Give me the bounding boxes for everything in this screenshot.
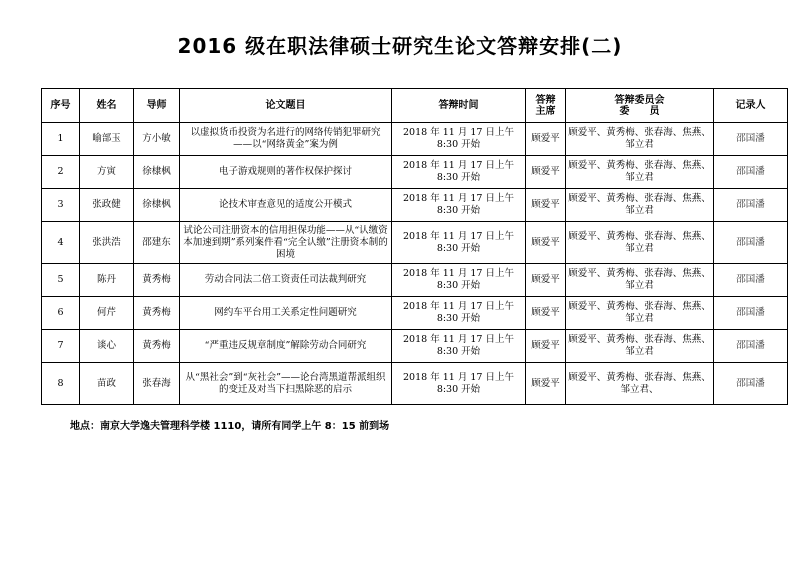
recorder-name: 邵国潘 — [714, 222, 788, 264]
table-row — [42, 189, 788, 222]
advisor-name: 黄秀梅 — [134, 330, 180, 363]
table-row — [42, 330, 788, 363]
defense-time: 2018 年 11 月 17 日上午 8:30 开始 — [392, 363, 526, 405]
row-number: 2 — [42, 156, 80, 189]
header-topic: 论文题目 — [180, 89, 392, 123]
header-advisor: 导师 — [134, 89, 180, 123]
committee-members: 顾爱平、黄秀梅、张春海、焦燕、邹立君 — [566, 123, 714, 156]
advisor-name: 邵建东 — [134, 222, 180, 264]
table-row — [42, 264, 788, 297]
committee-members: 顾爱平、黄秀梅、张春海、焦燕、邹立君 — [566, 297, 714, 330]
advisor-name: 徐棣枫 — [134, 156, 180, 189]
committee-members: 顾爱平、黄秀梅、张春海、焦燕、邹立君 — [566, 222, 714, 264]
defense-chair: 顾爱平 — [526, 264, 566, 297]
defense-time: 2018 年 11 月 17 日上午 8:30 开始 — [392, 156, 526, 189]
student-name: 张洪浩 — [80, 222, 134, 264]
defense-chair: 顾爱平 — [526, 363, 566, 405]
defense-chair: 顾爱平 — [526, 189, 566, 222]
thesis-title: 劳动合同法二倍工资责任司法裁判研究 — [180, 264, 392, 297]
thesis-title: 从“黑社会”到“灰社会”——论台湾黑道帮派组织的变迁及对当下扫黑除恶的启示 — [180, 363, 392, 405]
student-name: 方寅 — [80, 156, 134, 189]
recorder-name: 邵国潘 — [714, 264, 788, 297]
thesis-title: 以虚拟货币投资为名进行的网络传销犯罪研究——以“网络黄金”案为例 — [180, 123, 392, 156]
defense-chair: 顾爱平 — [526, 297, 566, 330]
header-time: 答辩时间 — [392, 89, 526, 123]
defense-time: 2018 年 11 月 17 日上午 8:30 开始 — [392, 297, 526, 330]
student-name: 苗政 — [80, 363, 134, 405]
defense-chair: 顾爱平 — [526, 330, 566, 363]
defense-time: 2018 年 11 月 17 日上午 8:30 开始 — [392, 123, 526, 156]
table-row — [42, 156, 788, 189]
table-header — [42, 89, 788, 123]
thesis-title: 论技术审查意见的适度公开模式 — [180, 189, 392, 222]
recorder-name: 邵国潘 — [714, 189, 788, 222]
header-num: 序号 — [42, 89, 80, 123]
recorder-name: 邵国潘 — [714, 123, 788, 156]
advisor-name: 黄秀梅 — [134, 297, 180, 330]
header-committee: 答辩委员会 委 员 — [566, 89, 714, 123]
committee-members: 顾爱平、黄秀梅、张春海、焦燕、邹立君 — [566, 156, 714, 189]
recorder-name: 邵国潘 — [714, 297, 788, 330]
committee-members: 顾爱平、黄秀梅、张春海、焦燕、邹立君 — [566, 264, 714, 297]
advisor-name: 黄秀梅 — [134, 264, 180, 297]
row-number: 5 — [42, 264, 80, 297]
defense-chair: 顾爱平 — [526, 222, 566, 264]
page-title: 2016 级在职法律硕士研究生论文答辩安排(二) — [177, 34, 623, 58]
thesis-title: 网约车平台用工关系定性问题研究 — [180, 297, 392, 330]
table-body — [42, 123, 788, 405]
advisor-name: 方小敏 — [134, 123, 180, 156]
recorder-name: 邵国潘 — [714, 363, 788, 405]
defense-time: 2018 年 11 月 17 日上午 8:30 开始 — [392, 330, 526, 363]
student-name: 陈丹 — [80, 264, 134, 297]
student-name: 何芹 — [80, 297, 134, 330]
defense-time: 2018 年 11 月 17 日上午 8:30 开始 — [392, 189, 526, 222]
recorder-name: 邵国潘 — [714, 330, 788, 363]
header-recorder: 记录人 — [714, 89, 788, 123]
row-number: 1 — [42, 123, 80, 156]
header-name: 姓名 — [80, 89, 134, 123]
thesis-title: “严重违反规章制度”解除劳动合同研究 — [180, 330, 392, 363]
advisor-name: 徐棣枫 — [134, 189, 180, 222]
row-number: 3 — [42, 189, 80, 222]
student-name: 谈心 — [80, 330, 134, 363]
recorder-name: 邵国潘 — [714, 156, 788, 189]
row-number: 6 — [42, 297, 80, 330]
schedule-table — [41, 88, 788, 405]
table-row — [42, 297, 788, 330]
row-number: 4 — [42, 222, 80, 264]
defense-chair: 顾爱平 — [526, 156, 566, 189]
header-chair: 答辩 主席 — [526, 89, 566, 123]
defense-time: 2018 年 11 月 17 日上午 8:30 开始 — [392, 222, 526, 264]
advisor-name: 张春海 — [134, 363, 180, 405]
location-note: 地点：南京大学逸夫管理科学楼 1110，请所有同学上午 8：15 前到场 — [70, 421, 390, 432]
table-row — [42, 363, 788, 405]
committee-members: 顾爱平、黄秀梅、张春海、焦燕、邹立君 — [566, 330, 714, 363]
thesis-title: 试论公司注册资本的信用担保功能——从“认缴资本加速到期”系列案件看“完全认缴”注册资本制的困境 — [180, 222, 392, 264]
student-name: 喻部玉 — [80, 123, 134, 156]
committee-members: 顾爱平、黄秀梅、张春海、焦燕、邹立君、 — [566, 363, 714, 405]
thesis-title: 电子游戏规则的著作权保护探讨 — [180, 156, 392, 189]
row-number: 7 — [42, 330, 80, 363]
committee-members: 顾爱平、黄秀梅、张春海、焦燕、邹立君 — [566, 189, 714, 222]
row-number: 8 — [42, 363, 80, 405]
table-row — [42, 222, 788, 264]
table-row — [42, 123, 788, 156]
defense-time: 2018 年 11 月 17 日上午 8:30 开始 — [392, 264, 526, 297]
student-name: 张政健 — [80, 189, 134, 222]
defense-chair: 顾爱平 — [526, 123, 566, 156]
